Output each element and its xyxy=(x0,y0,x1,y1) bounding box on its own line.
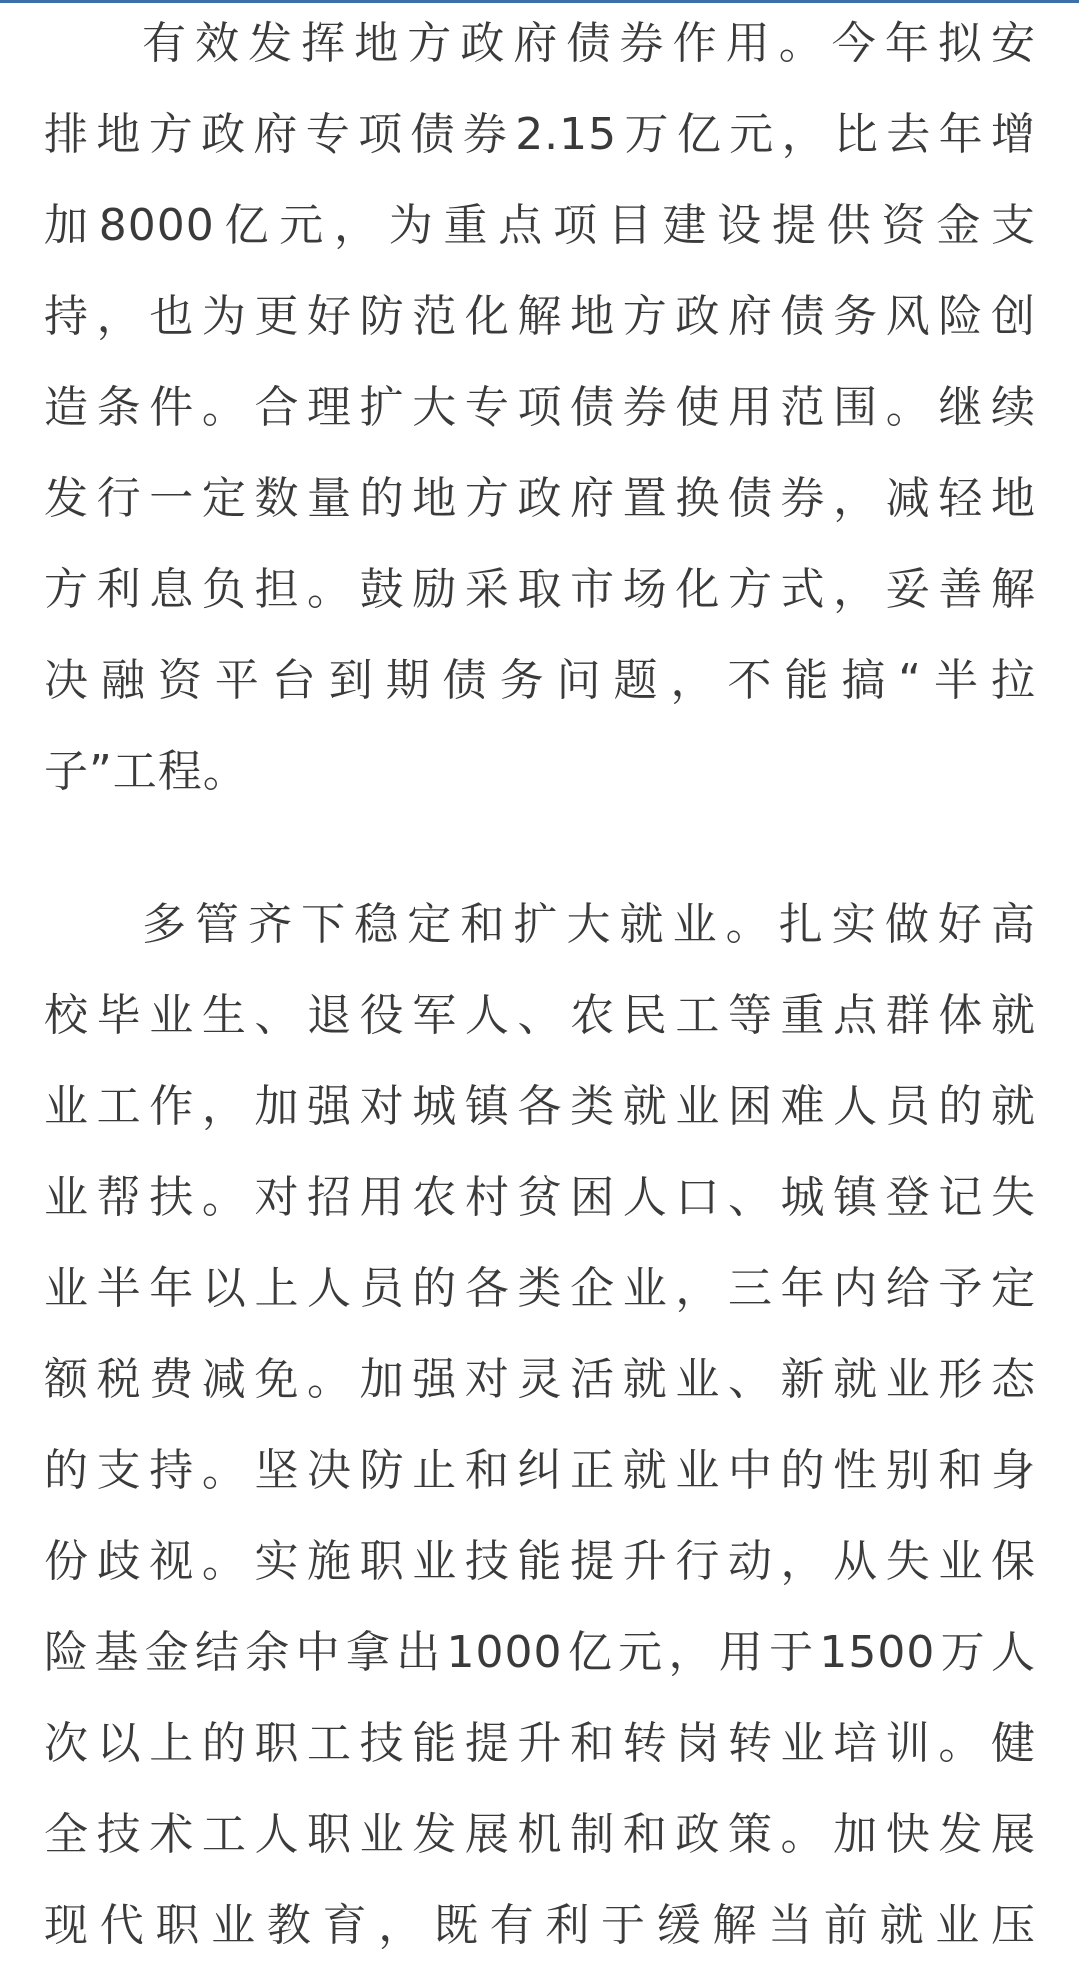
text-line: 加8000亿元，为重点项目建设提供资金支 xyxy=(44,200,1036,251)
text-line: 子”工程。 xyxy=(44,746,248,797)
text-line: 险基金结余中拿出1000亿元，用于1500万人 xyxy=(44,1627,1036,1678)
text-line: 有效发挥地方政府债券作用。今年拟安 xyxy=(142,18,1036,69)
text-line: 次以上的职工技能提升和转岗转业培训。健 xyxy=(44,1718,1036,1769)
text-line: 的支持。坚决防止和纠正就业中的性别和身 xyxy=(44,1445,1036,1496)
article-body xyxy=(44,0,1036,1971)
text-line: 多管齐下稳定和扩大就业。扎实做好高 xyxy=(142,899,1036,950)
text-line: 额税费减免。加强对灵活就业、新就业形态 xyxy=(44,1354,1036,1405)
text-line: 全技术工人职业发展机制和政策。加快发展 xyxy=(44,1809,1036,1860)
text-line: 方利息负担。鼓励采取市场化方式，妥善解 xyxy=(44,564,1036,615)
text-line: 发行一定数量的地方政府置换债券，减轻地 xyxy=(44,473,1036,524)
text-line: 现代职业教育，既有利于缓解当前就业压 xyxy=(44,1900,1036,1951)
paragraph-spacer xyxy=(44,817,1036,879)
text-line: 业工作，加强对城镇各类就业困难人员的就 xyxy=(44,1081,1036,1132)
text-line: 排地方政府专项债券2.15万亿元，比去年增 xyxy=(44,109,1036,160)
text-line: 决融资平台到期债务问题，不能搞“半拉 xyxy=(44,655,1036,706)
text-line: 业半年以上人员的各类企业，三年内给予定 xyxy=(44,1263,1036,1314)
paragraph-local-government-bonds xyxy=(44,0,1036,817)
paragraph-employment xyxy=(44,879,1036,1971)
text-line: 份歧视。实施职业技能提升行动，从失业保 xyxy=(44,1536,1036,1587)
text-line: 业帮扶。对招用农村贫困人口、城镇登记失 xyxy=(44,1172,1036,1223)
text-line: 造条件。合理扩大专项债券使用范围。继续 xyxy=(44,382,1036,433)
text-line: 校毕业生、退役军人、农民工等重点群体就 xyxy=(44,990,1036,1041)
text-line: 持，也为更好防范化解地方政府债务风险创 xyxy=(44,291,1036,342)
